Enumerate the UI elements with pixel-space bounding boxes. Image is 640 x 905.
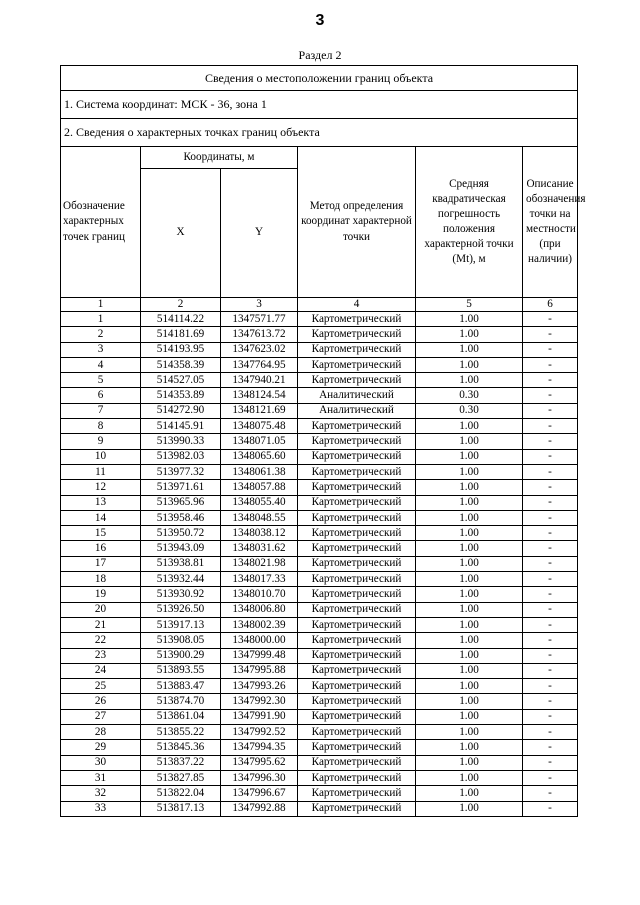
point-number-cell: 27 — [61, 709, 141, 724]
column-number: 5 — [416, 298, 523, 312]
point-number-cell: 6 — [61, 388, 141, 403]
description-cell: - — [523, 786, 578, 801]
point-number-cell: 32 — [61, 786, 141, 801]
y-coordinate-cell: 1348071.05 — [221, 434, 298, 449]
method-cell: Аналитический — [298, 388, 416, 403]
method-cell: Картометрический — [298, 663, 416, 678]
method-cell: Картометрический — [298, 510, 416, 525]
x-coordinate-cell: 513893.55 — [141, 663, 221, 678]
y-coordinate-cell: 1348124.54 — [221, 388, 298, 403]
x-coordinate-cell: 514114.22 — [141, 312, 221, 327]
point-number-cell: 11 — [61, 464, 141, 479]
table-row — [61, 403, 578, 418]
boundary-points-table — [60, 65, 586, 817]
table-row — [61, 633, 578, 648]
y-coordinate-cell: 1348075.48 — [221, 419, 298, 434]
accuracy-cell: 1.00 — [416, 510, 523, 525]
point-number-cell: 16 — [61, 541, 141, 556]
point-number-cell: 15 — [61, 526, 141, 541]
point-number-cell: 8 — [61, 419, 141, 434]
accuracy-cell: 1.00 — [416, 373, 523, 388]
table-row — [61, 770, 578, 785]
accuracy-cell: 1.00 — [416, 709, 523, 724]
x-coordinate-cell: 513930.92 — [141, 587, 221, 602]
accuracy-cell: 1.00 — [416, 602, 523, 617]
points-heading: 2. Сведения о характерных точках границ объекта — [61, 119, 578, 147]
description-cell: - — [523, 419, 578, 434]
accuracy-cell: 1.00 — [416, 801, 523, 816]
accuracy-cell: 1.00 — [416, 770, 523, 785]
method-cell: Картометрический — [298, 709, 416, 724]
point-number-cell: 23 — [61, 648, 141, 663]
header-coordinates: Координаты, м — [141, 147, 298, 169]
accuracy-cell: 1.00 — [416, 556, 523, 571]
method-cell: Картометрический — [298, 587, 416, 602]
table-row — [61, 510, 578, 525]
description-cell: - — [523, 342, 578, 357]
accuracy-cell: 1.00 — [416, 679, 523, 694]
x-coordinate-cell: 513827.85 — [141, 770, 221, 785]
y-coordinate-cell: 1348065.60 — [221, 449, 298, 464]
description-cell: - — [523, 755, 578, 770]
description-cell: - — [523, 633, 578, 648]
y-coordinate-cell: 1348002.39 — [221, 617, 298, 632]
method-cell: Картометрический — [298, 541, 416, 556]
x-coordinate-cell: 513861.04 — [141, 709, 221, 724]
x-coordinate-cell: 513822.04 — [141, 786, 221, 801]
y-coordinate-cell: 1347764.95 — [221, 357, 298, 372]
method-cell: Картометрический — [298, 770, 416, 785]
x-coordinate-cell: 513874.70 — [141, 694, 221, 709]
table-row — [61, 786, 578, 801]
table-row — [61, 617, 578, 632]
method-cell: Картометрический — [298, 327, 416, 342]
table-row — [61, 419, 578, 434]
table-row — [61, 327, 578, 342]
method-cell: Картометрический — [298, 694, 416, 709]
y-coordinate-cell: 1347995.88 — [221, 663, 298, 678]
table-row — [61, 602, 578, 617]
accuracy-cell: 1.00 — [416, 419, 523, 434]
method-cell: Картометрический — [298, 572, 416, 587]
accuracy-cell: 1.00 — [416, 725, 523, 740]
y-coordinate-cell: 1347571.77 — [221, 312, 298, 327]
x-coordinate-cell: 514181.69 — [141, 327, 221, 342]
y-coordinate-cell: 1347613.72 — [221, 327, 298, 342]
point-number-cell: 1 — [61, 312, 141, 327]
accuracy-cell: 1.00 — [416, 587, 523, 602]
table-row — [61, 755, 578, 770]
point-number-cell: 29 — [61, 740, 141, 755]
x-coordinate-cell: 513958.46 — [141, 510, 221, 525]
header-point-designation: Обозначение характерных точек границ — [61, 147, 141, 298]
header-y: Y — [221, 169, 298, 298]
points-table-body — [61, 312, 578, 817]
table-row — [61, 556, 578, 571]
y-coordinate-cell: 1348031.62 — [221, 541, 298, 556]
table-row — [61, 449, 578, 464]
description-cell: - — [523, 602, 578, 617]
column-number: 3 — [221, 298, 298, 312]
x-coordinate-cell: 513883.47 — [141, 679, 221, 694]
method-cell: Картометрический — [298, 464, 416, 479]
method-cell: Картометрический — [298, 786, 416, 801]
coordinate-system: 1. Система координат: МСК - 36, зона 1 — [61, 91, 578, 119]
description-cell: - — [523, 679, 578, 694]
method-cell: Картометрический — [298, 312, 416, 327]
x-coordinate-cell: 513950.72 — [141, 526, 221, 541]
y-coordinate-cell: 1348057.88 — [221, 480, 298, 495]
accuracy-cell: 0.30 — [416, 388, 523, 403]
page-number: 3 — [315, 12, 325, 29]
table-title: Сведения о местоположении границ объекта — [61, 66, 578, 91]
description-cell: - — [523, 617, 578, 632]
column-number: 6 — [523, 298, 578, 312]
description-cell: - — [523, 694, 578, 709]
accuracy-cell: 1.00 — [416, 480, 523, 495]
y-coordinate-cell: 1347995.62 — [221, 755, 298, 770]
method-cell: Картометрический — [298, 526, 416, 541]
table-row — [61, 312, 578, 327]
accuracy-cell: 1.00 — [416, 342, 523, 357]
point-number-cell: 22 — [61, 633, 141, 648]
table-row — [61, 648, 578, 663]
method-cell: Картометрический — [298, 648, 416, 663]
y-coordinate-cell: 1348006.80 — [221, 602, 298, 617]
point-number-cell: 21 — [61, 617, 141, 632]
y-coordinate-cell: 1347996.30 — [221, 770, 298, 785]
point-number-cell: 3 — [61, 342, 141, 357]
y-coordinate-cell: 1348017.33 — [221, 572, 298, 587]
description-cell: - — [523, 725, 578, 740]
x-coordinate-cell: 513817.13 — [141, 801, 221, 816]
description-cell: - — [523, 480, 578, 495]
y-coordinate-cell: 1348121.69 — [221, 403, 298, 418]
accuracy-cell: 1.00 — [416, 694, 523, 709]
description-cell: - — [523, 556, 578, 571]
table-row — [61, 679, 578, 694]
accuracy-cell: 1.00 — [416, 572, 523, 587]
point-number-cell: 19 — [61, 587, 141, 602]
table-row — [61, 572, 578, 587]
table-row — [61, 709, 578, 724]
point-number-cell: 28 — [61, 725, 141, 740]
x-coordinate-cell: 514353.89 — [141, 388, 221, 403]
x-coordinate-cell: 514358.39 — [141, 357, 221, 372]
method-cell: Картометрический — [298, 725, 416, 740]
description-cell: - — [523, 526, 578, 541]
x-coordinate-cell: 513855.22 — [141, 725, 221, 740]
method-cell: Картометрический — [298, 617, 416, 632]
point-number-cell: 12 — [61, 480, 141, 495]
accuracy-cell: 1.00 — [416, 464, 523, 479]
y-coordinate-cell: 1347992.52 — [221, 725, 298, 740]
column-number: 1 — [61, 298, 141, 312]
x-coordinate-cell: 513908.05 — [141, 633, 221, 648]
description-cell: - — [523, 587, 578, 602]
method-cell: Картометрический — [298, 495, 416, 510]
point-number-cell: 25 — [61, 679, 141, 694]
y-coordinate-cell: 1347993.26 — [221, 679, 298, 694]
description-cell: - — [523, 464, 578, 479]
y-coordinate-cell: 1347999.48 — [221, 648, 298, 663]
table-row — [61, 373, 578, 388]
point-number-cell: 7 — [61, 403, 141, 418]
accuracy-cell: 1.00 — [416, 740, 523, 755]
method-cell: Картометрический — [298, 357, 416, 372]
point-number-cell: 24 — [61, 663, 141, 678]
header-x: X — [141, 169, 221, 298]
table-row — [61, 663, 578, 678]
x-coordinate-cell: 513990.33 — [141, 434, 221, 449]
accuracy-cell: 1.00 — [416, 312, 523, 327]
table-row — [61, 694, 578, 709]
description-cell: - — [523, 327, 578, 342]
description-cell: - — [523, 434, 578, 449]
description-cell: - — [523, 373, 578, 388]
method-cell: Картометрический — [298, 740, 416, 755]
method-cell: Картометрический — [298, 602, 416, 617]
table-row — [61, 801, 578, 816]
accuracy-cell: 1.00 — [416, 663, 523, 678]
column-number: 4 — [298, 298, 416, 312]
accuracy-cell: 1.00 — [416, 786, 523, 801]
column-number: 2 — [141, 298, 221, 312]
table-row — [61, 480, 578, 495]
y-coordinate-cell: 1348055.40 — [221, 495, 298, 510]
table-row — [61, 541, 578, 556]
x-coordinate-cell: 513900.29 — [141, 648, 221, 663]
description-cell: - — [523, 357, 578, 372]
method-cell: Картометрический — [298, 373, 416, 388]
x-coordinate-cell: 513917.13 — [141, 617, 221, 632]
method-cell: Картометрический — [298, 556, 416, 571]
table-row — [61, 495, 578, 510]
accuracy-cell: 1.00 — [416, 541, 523, 556]
description-cell: - — [523, 801, 578, 816]
point-number-cell: 5 — [61, 373, 141, 388]
header-description: Описание обозначения точки на местности (при наличии) — [523, 147, 578, 298]
point-number-cell: 14 — [61, 510, 141, 525]
table-row — [61, 587, 578, 602]
point-number-cell: 10 — [61, 449, 141, 464]
accuracy-cell: 1.00 — [416, 357, 523, 372]
description-cell: - — [523, 449, 578, 464]
y-coordinate-cell: 1347992.88 — [221, 801, 298, 816]
description-cell: - — [523, 388, 578, 403]
point-number-cell: 33 — [61, 801, 141, 816]
method-cell: Картометрический — [298, 449, 416, 464]
x-coordinate-cell: 513932.44 — [141, 572, 221, 587]
description-cell: - — [523, 740, 578, 755]
x-coordinate-cell: 513965.96 — [141, 495, 221, 510]
table-row — [61, 740, 578, 755]
point-number-cell: 18 — [61, 572, 141, 587]
point-number-cell: 13 — [61, 495, 141, 510]
point-number-cell: 9 — [61, 434, 141, 449]
point-number-cell: 20 — [61, 602, 141, 617]
accuracy-cell: 0.30 — [416, 403, 523, 418]
x-coordinate-cell: 514145.91 — [141, 419, 221, 434]
y-coordinate-cell: 1348021.98 — [221, 556, 298, 571]
y-coordinate-cell: 1348061.38 — [221, 464, 298, 479]
point-number-cell: 2 — [61, 327, 141, 342]
y-coordinate-cell: 1348038.12 — [221, 526, 298, 541]
header-method: Метод определения координат характерной точки — [298, 147, 416, 298]
method-cell: Картометрический — [298, 342, 416, 357]
y-coordinate-cell: 1347996.67 — [221, 786, 298, 801]
x-coordinate-cell: 513977.32 — [141, 464, 221, 479]
y-coordinate-cell: 1348000.00 — [221, 633, 298, 648]
description-cell: - — [523, 770, 578, 785]
description-cell: - — [523, 663, 578, 678]
method-cell: Аналитический — [298, 403, 416, 418]
point-number-cell: 30 — [61, 755, 141, 770]
point-number-cell: 17 — [61, 556, 141, 571]
table-row — [61, 342, 578, 357]
accuracy-cell: 1.00 — [416, 495, 523, 510]
method-cell: Картометрический — [298, 801, 416, 816]
accuracy-cell: 1.00 — [416, 755, 523, 770]
y-coordinate-cell: 1348048.55 — [221, 510, 298, 525]
y-coordinate-cell: 1348010.70 — [221, 587, 298, 602]
x-coordinate-cell: 514527.05 — [141, 373, 221, 388]
section-label: Раздел 2 — [298, 48, 342, 62]
x-coordinate-cell: 514193.95 — [141, 342, 221, 357]
description-cell: - — [523, 709, 578, 724]
point-number-cell: 26 — [61, 694, 141, 709]
x-coordinate-cell: 513837.22 — [141, 755, 221, 770]
method-cell: Картометрический — [298, 633, 416, 648]
accuracy-cell: 1.00 — [416, 633, 523, 648]
description-cell: - — [523, 572, 578, 587]
table-row — [61, 526, 578, 541]
description-cell: - — [523, 541, 578, 556]
method-cell: Картометрический — [298, 434, 416, 449]
accuracy-cell: 1.00 — [416, 526, 523, 541]
method-cell: Картометрический — [298, 679, 416, 694]
x-coordinate-cell: 513982.03 — [141, 449, 221, 464]
table-row — [61, 464, 578, 479]
point-number-cell: 31 — [61, 770, 141, 785]
header-accuracy: Средняя квадратическая погрешность положения характерной точки (Mt), м — [416, 147, 523, 298]
description-cell: - — [523, 495, 578, 510]
y-coordinate-cell: 1347940.21 — [221, 373, 298, 388]
table-row — [61, 434, 578, 449]
description-cell: - — [523, 510, 578, 525]
x-coordinate-cell: 513845.36 — [141, 740, 221, 755]
accuracy-cell: 1.00 — [416, 434, 523, 449]
x-coordinate-cell: 513943.09 — [141, 541, 221, 556]
description-cell: - — [523, 648, 578, 663]
table-row — [61, 725, 578, 740]
description-cell: - — [523, 312, 578, 327]
x-coordinate-cell: 514272.90 — [141, 403, 221, 418]
x-coordinate-cell: 513938.81 — [141, 556, 221, 571]
y-coordinate-cell: 1347994.35 — [221, 740, 298, 755]
accuracy-cell: 1.00 — [416, 327, 523, 342]
description-cell: - — [523, 403, 578, 418]
point-number-cell: 4 — [61, 357, 141, 372]
table-row — [61, 388, 578, 403]
method-cell: Картометрический — [298, 419, 416, 434]
table-row — [61, 357, 578, 372]
accuracy-cell: 1.00 — [416, 617, 523, 632]
y-coordinate-cell: 1347623.02 — [221, 342, 298, 357]
method-cell: Картометрический — [298, 480, 416, 495]
y-coordinate-cell: 1347992.30 — [221, 694, 298, 709]
column-number-row — [61, 298, 578, 312]
method-cell: Картометрический — [298, 755, 416, 770]
accuracy-cell: 1.00 — [416, 449, 523, 464]
y-coordinate-cell: 1347991.90 — [221, 709, 298, 724]
accuracy-cell: 1.00 — [416, 648, 523, 663]
x-coordinate-cell: 513971.61 — [141, 480, 221, 495]
x-coordinate-cell: 513926.50 — [141, 602, 221, 617]
